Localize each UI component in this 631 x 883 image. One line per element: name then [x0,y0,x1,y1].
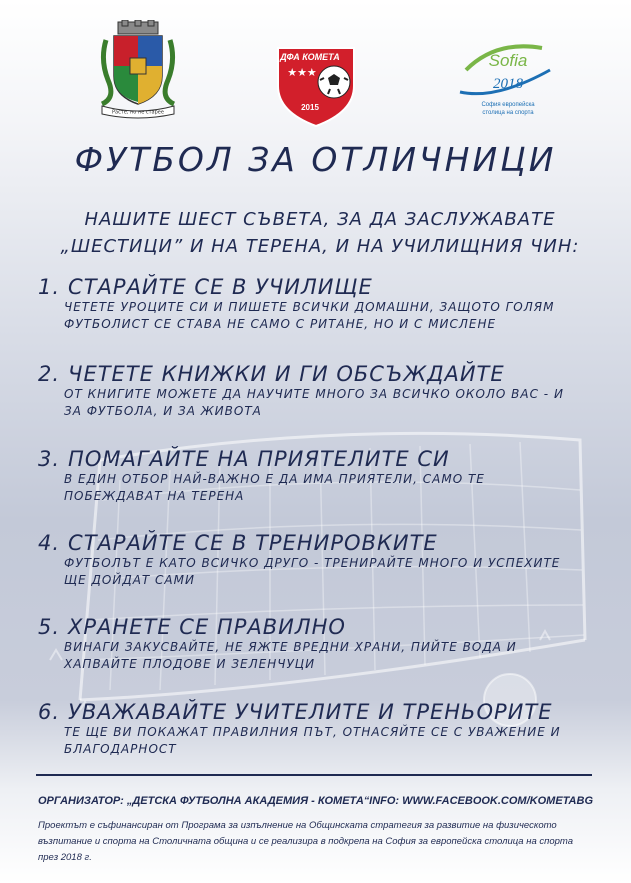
tip-title: ПОМАГАЙТЕ НА ПРИЯТЕЛИТЕ СИ [68,447,450,471]
sofia-coat-of-arms-logo [96,20,180,120]
footer-divider [36,774,592,776]
sofia-caption-2: столица на спорта [482,110,534,116]
tip-heading [38,362,598,386]
kometa-academy-logo [272,38,360,128]
kometa-stars-icon: ★★★ [287,66,317,79]
intro-line-2: „ШЕСТИЦИ” И НА ТЕРЕНА, И НА УЧИЛИЩНИЯ ЧИН: [60,236,580,257]
info-link[interactable]: INFO: WWW.FACEBOOK.COM/KOMETABG [369,795,593,807]
tip-item [38,531,598,589]
tip-number: 3. [38,447,61,471]
tip-item [38,275,598,333]
kometa-year: 2015 [301,103,319,112]
tip-item [38,362,598,420]
tip-number: 4. [38,531,61,555]
tip-text: ОТ КНИГИТЕ МОЖЕТЕ ДА НАУЧИТЕ МНОГО ЗА ВСИЧКО ОКОЛО ВАС - И ЗА ФУТБОЛА, И ЗА ЖИВОТА [64,387,564,418]
tip-item [38,615,598,673]
sofia-caption-1: София европейска [481,102,535,108]
tip-heading [38,447,598,471]
tip-heading [38,275,598,299]
tip-heading [38,700,598,724]
tip-text: В ЕДИН ОТБОР НАЙ-ВАЖНО Е ДА ИМА ПРИЯТЕЛИ, САМО ТЕ ПОБЕЖДАВАТ НА ТЕРЕНА [64,472,485,503]
tip-heading [38,531,598,555]
tip-text: ВИНАГИ ЗАКУСВАЙТЕ, НЕ ЯЖТЕ ВРЕДНИ ХРАНИ, ПИЙТЕ ВОДА И ХАПВАЙТЕ ПЛОДОВЕ И ЗЕЛЕНЧУЦИ [64,640,517,671]
tip-title: ЧЕТЕТЕ КНИЖКИ И ГИ ОБСЪЖДАЙТЕ [68,362,505,386]
logo-row [0,20,631,120]
tip-title: ХРАНЕТЕ СЕ ПРАВИЛНО [68,615,346,639]
sofia-year: 2018 [493,76,523,92]
organizer-text: ОРГАНИЗАТОР: „ДЕТСКА ФУТБОЛНА АКАДЕМИЯ - КОМЕТА“ [38,795,370,807]
tip-heading [38,615,598,639]
tip-number: 6. [38,700,61,724]
sofia-word: Sofia [488,51,528,70]
tip-title: СТАРАЙТЕ СЕ В УЧИЛИЩЕ [68,275,373,299]
tip-item [38,700,598,758]
tip-number: 5. [38,615,61,639]
intro-text [60,206,580,260]
sofia-2018-logo [446,30,566,125]
tip-text: ЧЕТЕТЕ УРОЦИТЕ СИ И ПИШЕТЕ ВСИЧКИ ДОМАШНИ, ЗАЩОТО ГОЛЯМ ФУТБОЛИСТ СЕ СТАВА НЕ САМО С РИТАНЕ, НО И С МИСЛЕНЕ [64,300,555,331]
tip-title: СТАРАЙТЕ СЕ В ТРЕНИРОВКИТЕ [68,531,438,555]
kometa-name: ДФА КОМЕТА [280,52,340,62]
tip-title: УВАЖАВАЙТЕ УЧИТЕЛИТЕ И ТРЕНЬОРИТЕ [68,700,553,724]
tip-item [38,447,598,505]
crest-motto: Расте, но не старее [112,109,164,116]
page-title: ФУТБОЛ ЗА ОТЛИЧНИЦИ [74,140,557,179]
funding-note: Проектът е съфинансиран от Програма за изпълнение на Общинската стратегия за развитие на физическото възпитание и спорта на Столичната община и се реализира в подкрепа на София за европейска столица на спорта през 2018 г. [38,820,574,863]
tip-text: ТЕ ЩЕ ВИ ПОКАЖАТ ПРАВИЛНИЯ ПЪТ, ОТНАСЯЙТЕ СЕ С УВАЖЕНИЕ И БЛАГОДАРНОСТ [64,725,561,756]
tip-number: 2. [38,362,61,386]
tip-number: 1. [38,275,61,299]
intro-line-1: НАШИТЕ ШЕСТ СЪВЕТА, ЗА ДА ЗАСЛУЖАВАТЕ [84,209,556,230]
tip-text: ФУТБОЛЪТ Е КАТО ВСИЧКО ДРУГО - ТРЕНИРАЙТЕ МНОГО И УСПЕХИТЕ ЩЕ ДОЙДАТ САМИ [64,556,561,587]
